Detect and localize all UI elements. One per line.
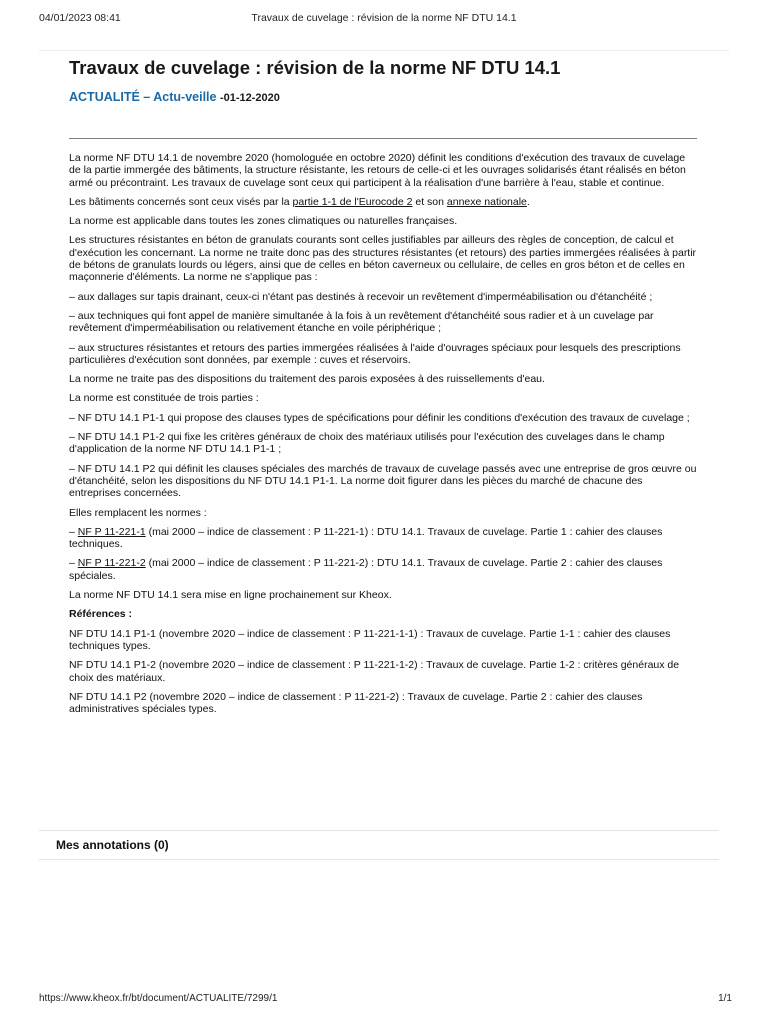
article-body bbox=[69, 152, 697, 715]
text: – bbox=[69, 557, 78, 570]
top-divider bbox=[39, 50, 729, 51]
title-separator bbox=[69, 138, 697, 139]
list-item: – aux structures résistantes et retours des parties immergées réalisées à l'aide d'ouvrages spéciaux pour lesquels des prescriptions particulières d'exécution sont données, par exemple : cuves et réservoirs. bbox=[69, 341, 681, 366]
paragraph: La norme NF DTU 14.1 sera mise en ligne prochainement sur Kheox. bbox=[69, 589, 392, 602]
publication-date: -01-12-2020 bbox=[219, 92, 280, 104]
national-annex-link[interactable]: annexe nationale bbox=[446, 195, 527, 208]
page-number: 1/1 bbox=[718, 993, 732, 1004]
article-title: Travaux de cuvelage : révision de la norme NF DTU 14.1 bbox=[69, 57, 561, 78]
article-meta bbox=[69, 89, 697, 106]
paragraph: La norme NF DTU 14.1 de novembre 2020 (homologuée en octobre 2020) définit les conditions d'exécution des travaux de cuvelage de la partie immergée des bâtiments, la structure résistante, les retours de celle-ci et les ouvrages solidarisés étant réalisés en béton armé ou précontraint. Les travaux de cuvelage sont ceux qui participent à la réalisation d'une barrière à l'eau, stable et continue. bbox=[69, 152, 686, 189]
annotations-label[interactable]: Mes annotations (0) bbox=[56, 838, 169, 852]
paragraph: Elles remplacent les normes : bbox=[69, 506, 207, 519]
text: Les bâtiments concernés sont ceux visés par la bbox=[69, 195, 293, 208]
reference-item: NF DTU 14.1 P2 (novembre 2020 – indice de classement : P 11-221-2) : Travaux de cuvelage. Partie 2 : cahier des clauses administratives spéciales types. bbox=[69, 690, 643, 716]
paragraph: La norme est constituée de trois parties : bbox=[69, 392, 259, 405]
list-item: – NF DTU 14.1 P1-2 qui fixe les critères généraux de choix des matériaux utilisés pour l'exécution des cuvelages dans le champ d'application de la norme NF DTU 14.1 P1-1 ; bbox=[69, 431, 665, 456]
print-page-title: Travaux de cuvelage : révision de la norme NF DTU 14.1 bbox=[251, 12, 517, 24]
page-url: https://www.kheox.fr/bt/document/ACTUALITE/7299/1 bbox=[39, 993, 278, 1004]
print-datetime: 04/01/2023 08:41 bbox=[39, 12, 121, 24]
text: et son bbox=[412, 195, 447, 208]
text: (mai 2000 – indice de classement : P 11-221-2) : DTU 14.1. Travaux de cuvelage. Partie 2 : cahier des clauses spéciales. bbox=[69, 557, 663, 582]
text: (mai 2000 – indice de classement : P 11-221-1) : DTU 14.1. Travaux de cuvelage. Partie 1 : cahier des clauses techniques. bbox=[69, 525, 663, 551]
eurocode2-link[interactable]: partie 1-1 de l'Eurocode 2 bbox=[292, 195, 413, 208]
text: . bbox=[526, 195, 530, 208]
reference-item: NF DTU 14.1 P1-1 (novembre 2020 – indice de classement : P 11-221-1-1) : Travaux de cuvelage. Partie 1-1 : cahier des clauses techniques types. bbox=[69, 627, 671, 652]
replaced-norm-item bbox=[69, 557, 697, 582]
paragraph: La norme est applicable dans toutes les zones climatiques ou naturelles françaises. bbox=[69, 215, 458, 228]
norm-link-p11-221-2[interactable]: NF P 11-221-2 bbox=[77, 557, 146, 570]
paragraph-buildings bbox=[69, 196, 697, 208]
article bbox=[69, 56, 697, 722]
paragraph: Les structures résistantes en béton de granulats courants sont celles justifiables par ailleurs des règles de conception, de calcul et d'exécution les concernant. La norme ne traite donc pas des structures résistantes (et retours) des parties immergées réalisées à partir de bétons de granulats lourds ou légers, ainsi que de celles en béton caverneux ou cellulaire, de celles en gros béton et de celles en maçonnerie d'éléments. La norme ne s'applique pas : bbox=[69, 234, 697, 284]
list-item: – NF DTU 14.1 P1-1 qui propose des clauses types de spécifications pour définir les conditions d'exécution des travaux de cuvelage ; bbox=[69, 411, 690, 424]
list-item: – aux techniques qui font appel de manière simultanée à la fois à un revêtement d'étanchéité sous radier et à un cuvelage par revêtement d'imperméabilisation ou relativement étanche en voile périphérique ; bbox=[69, 309, 654, 335]
list-item: – NF DTU 14.1 P2 qui définit les clauses spéciales des marchés de travaux de cuvelage passés avec une entreprise de gros œuvre ou d'étanchéité, selon les dispositions du NF DTU 14.1 P1-1. La norme doit figurer dans les pièces du marché de chacune des entreprises concernées. bbox=[69, 462, 697, 500]
norm-link-p11-221-1[interactable]: NF P 11-221-1 bbox=[77, 525, 146, 538]
annotations-section[interactable] bbox=[39, 830, 719, 860]
paragraph: La norme ne traite pas des dispositions du traitement des parois exposées à des ruissellements d'eau. bbox=[69, 373, 545, 386]
text: – bbox=[69, 525, 78, 538]
reference-item: NF DTU 14.1 P1-2 (novembre 2020 – indice de classement : P 11-221-1-2) : Travaux de cuvelage. Partie 1-2 : critères généraux de choix des matériaux. bbox=[69, 659, 680, 684]
list-item: – aux dallages sur tapis drainant, ceux-ci n'étant pas destinés à recevoir un revêtement d'imperméabilisation ou d'étanchéité ; bbox=[69, 290, 653, 303]
references-title: Références : bbox=[69, 608, 133, 621]
category-link[interactable]: ACTUALITÉ – Actu-veille bbox=[69, 90, 217, 104]
replaced-norm-item bbox=[69, 526, 697, 551]
print-header bbox=[0, 12, 768, 28]
